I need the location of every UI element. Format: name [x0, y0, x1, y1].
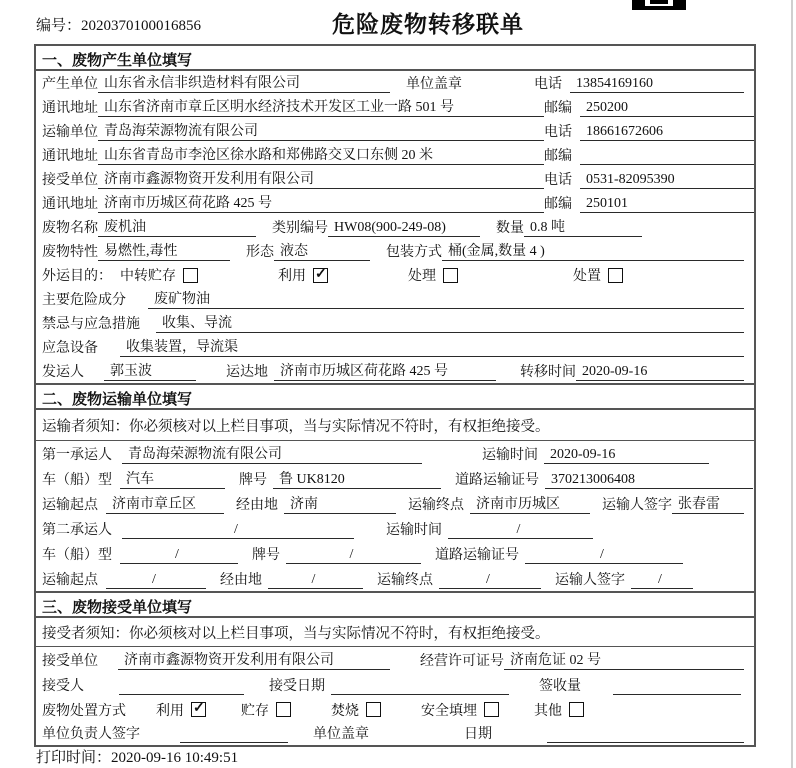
page-title: 危险废物转移联单 — [332, 12, 524, 37]
utilize-checkbox — [313, 268, 328, 283]
carrier-sign-label: 运输人签字 — [602, 498, 672, 513]
row-producer — [36, 71, 754, 95]
section2-title: 二、废物运输单位填写 — [36, 385, 754, 410]
origin2-value: / — [106, 570, 206, 589]
section3-title: 三、废物接受单位填写 — [36, 593, 754, 618]
disposal-landfill-checkbox — [484, 702, 499, 717]
transport-time-label: 运输时间 — [482, 448, 538, 463]
transport-time-label: 运输时间 — [386, 523, 442, 538]
transport-time1-value: 2020-09-16 — [544, 445, 709, 464]
receiver-address-value: 济南市历城区荷花路 425 号 — [98, 194, 544, 213]
plate1-value: 鲁 UK8120 — [273, 470, 441, 489]
transporter-value: 青岛海荣源物流有限公司 — [98, 122, 544, 141]
accepting-unit-value: 济南市鑫源物资开发利用有限公司 — [118, 651, 390, 670]
second-carrier-label: 第二承运人 — [42, 523, 112, 538]
manifest-table — [34, 44, 756, 747]
producer-phone-value: 13854169160 — [570, 74, 744, 93]
row-second-carrier — [36, 516, 754, 541]
endpoint-label: 运输终点 — [408, 498, 464, 513]
head-signature-value — [180, 724, 288, 743]
transporter-address-value: 山东省青岛市李沧区徐水路和郑佛路交叉口东侧 20 米 — [98, 146, 544, 165]
doc-number: 2020370100016856 — [81, 18, 202, 34]
row-head-signature — [36, 722, 754, 745]
acceptor-label: 接受人 — [42, 679, 84, 694]
row-waste-name — [36, 215, 754, 239]
transporter-notice: 运输者须知：你必须核对以上栏目事项，当与实际情况不符时，有权拒绝接受。 — [36, 410, 754, 441]
row-taboo-measures — [36, 311, 754, 335]
unit-seal-label: 单位盖章 — [406, 77, 462, 92]
road-permit-label: 道路运输证号 — [455, 473, 539, 488]
row-shipper — [36, 359, 754, 383]
seal-date-label: 日期 — [464, 727, 492, 742]
road-permit1-value: 370213006408 — [545, 470, 753, 489]
form-value: 液态 — [274, 242, 370, 261]
disposal-incinerate-checkbox — [366, 702, 381, 717]
receiver-notice: 接受者须知：你必须核对以上栏目事项，当与实际情况不符时，有权拒绝接受。 — [36, 618, 754, 647]
carrier-sign-label: 运输人签字 — [555, 573, 625, 588]
section-receiver — [36, 591, 754, 745]
disposal-option-other — [534, 700, 584, 720]
carrier-sign2-value: / — [631, 570, 693, 589]
page-edge-line — [791, 0, 793, 768]
zip-label: 邮编 — [544, 101, 572, 116]
packaging-value: 桶(金属,数量 4 ) — [442, 242, 744, 261]
row-vehicle-1 — [36, 466, 754, 491]
disposal-option-incinerate — [331, 700, 381, 720]
license-value: 济南危证 02 号 — [504, 651, 744, 670]
receiver-value: 济南市鑫源物资开发利用有限公司 — [98, 170, 544, 189]
purpose-option-utilize-label: 利用 — [278, 269, 306, 284]
zip-label: 邮编 — [544, 149, 572, 164]
endpoint1-value: 济南市历城区 — [470, 495, 590, 514]
vehicle-type-label: 车（船）型 — [42, 548, 112, 563]
second-carrier-value: / — [122, 520, 354, 539]
transfer-time-value: 2020-09-16 — [576, 362, 744, 381]
packaging-label: 包装方式 — [386, 245, 442, 260]
purpose-option-dispose-label: 处置 — [573, 269, 601, 284]
qr-code-fragment — [632, 0, 688, 10]
transfer-time-label: 转移时间 — [520, 365, 576, 380]
vehicle-type-label: 车（船）型 — [42, 473, 112, 488]
accept-date-value — [331, 676, 509, 695]
phone-label: 电话 — [544, 173, 572, 188]
carrier-sign1-value: 张春雷 — [672, 495, 744, 514]
transporter-label: 运输单位 — [42, 125, 98, 140]
producer-address-value: 山东省济南市章丘区明水经济技术开发区工业一路 501 号 — [98, 98, 544, 117]
row-emergency-equipment — [36, 335, 754, 359]
print-time-value: 2020-09-16 10:49:51 — [111, 750, 239, 766]
row-first-carrier — [36, 441, 754, 466]
disposal-store-checkbox — [276, 702, 291, 717]
purpose-option-storage — [120, 265, 198, 285]
disposal-store-label: 贮存 — [241, 703, 269, 719]
dispose-checkbox — [608, 268, 623, 283]
quantity-label: 数量 — [496, 221, 524, 236]
plate-label: 牌号 — [252, 548, 280, 563]
form-label: 形态 — [246, 245, 274, 260]
destination-value: 济南市历城区荷花路 425 号 — [274, 362, 496, 381]
row-accepting-unit — [36, 647, 754, 672]
origin-label: 运输起点 — [42, 573, 98, 588]
address-label: 通讯地址 — [42, 149, 98, 164]
hazard-value: 废矿物油 — [148, 290, 744, 309]
transporter-phone-group — [544, 121, 754, 141]
row-producer-address — [36, 95, 754, 119]
transporter-zip-value — [580, 146, 754, 165]
vehicle-type1-value: 汽车 — [120, 470, 225, 489]
storage-checkbox — [183, 268, 198, 283]
disposal-option-utilize — [156, 700, 206, 720]
accept-date-label: 接受日期 — [269, 679, 325, 694]
receiver-label: 接受单位 — [42, 173, 98, 188]
address-label: 通讯地址 — [42, 197, 98, 212]
row-route-1 — [36, 491, 754, 516]
purpose-option-dispose — [573, 265, 623, 285]
taboo-value: 收集、导流 — [156, 314, 744, 333]
disposal-utilize-label: 利用 — [156, 703, 184, 719]
endpoint2-value: / — [439, 570, 541, 589]
destination-label: 运达地 — [226, 365, 268, 380]
acceptor-value — [119, 676, 244, 695]
row-transporter-address — [36, 143, 754, 167]
receiver-zip-group — [544, 193, 754, 213]
receiver-phone-value: 0531-82095390 — [580, 170, 754, 189]
transport-time2-value: / — [448, 520, 593, 539]
unit-seal-label: 单位盖章 — [313, 727, 369, 742]
received-amount-label: 签收量 — [539, 679, 581, 694]
via2-value: / — [268, 570, 363, 589]
row-transporter — [36, 119, 754, 143]
waste-code-value: HW08(900-249-08) — [328, 218, 480, 237]
origin1-value: 济南市章丘区 — [106, 495, 224, 514]
receiver-phone-group — [544, 169, 754, 189]
via1-value: 济南 — [284, 495, 396, 514]
phone-label: 电话 — [534, 77, 562, 92]
head-signature-label: 单位负责人签字 — [42, 727, 140, 742]
waste-name-label: 废物名称 — [42, 221, 98, 236]
taboo-label: 禁忌与应急措施 — [42, 317, 140, 332]
waste-name-value: 废机油 — [98, 218, 256, 237]
plate2-value: / — [286, 545, 421, 564]
disposal-landfill-label: 安全填埋 — [421, 703, 477, 719]
disposal-incinerate-label: 焚烧 — [331, 703, 359, 719]
producer-zip-group — [544, 97, 754, 117]
address-label: 通讯地址 — [42, 101, 98, 116]
transporter-zip-group — [544, 145, 754, 165]
row-receiver — [36, 167, 754, 191]
zip-label: 邮编 — [544, 197, 572, 212]
hazard-label: 主要危险成分 — [42, 293, 126, 308]
doc-number-label: 编号： — [36, 18, 82, 34]
plate-label: 牌号 — [239, 473, 267, 488]
seal-date-value — [547, 724, 744, 743]
license-label: 经营许可证号 — [420, 654, 504, 669]
receiver-zip-value: 250101 — [580, 194, 754, 213]
print-time-line — [36, 746, 238, 767]
disposal-other-label: 其他 — [534, 703, 562, 719]
section-producer — [36, 46, 754, 383]
row-waste-traits — [36, 239, 754, 263]
phone-label: 电话 — [544, 125, 572, 140]
row-receiver-address — [36, 191, 754, 215]
equipment-value: 收集装置，导流渠 — [120, 338, 744, 357]
road-permit2-value: / — [525, 545, 683, 564]
producer-value: 山东省永信非织造材料有限公司 — [98, 74, 390, 93]
row-acceptor — [36, 672, 754, 697]
disposal-option-landfill — [421, 700, 499, 720]
via-label: 经由地 — [236, 498, 278, 513]
waste-traits-label: 废物特性 — [42, 245, 98, 260]
row-route-2 — [36, 566, 754, 591]
disposal-method-label: 废物处置方式 — [42, 703, 126, 719]
print-time-label: 打印时间： — [36, 750, 112, 766]
section-transporter — [36, 383, 754, 591]
equipment-label: 应急设备 — [42, 341, 98, 356]
treat-checkbox — [443, 268, 458, 283]
accepting-unit-label: 接受单位 — [42, 654, 98, 669]
doc-number-line — [36, 14, 201, 35]
producer-phone-group — [534, 73, 744, 93]
via-label: 经由地 — [220, 573, 262, 588]
producer-label: 产生单位 — [42, 77, 98, 92]
waste-code-label: 类别编号 — [272, 221, 328, 236]
row-disposal-method — [36, 697, 754, 722]
producer-zip-value: 250200 — [580, 98, 754, 117]
purpose-label: 外运目的： — [42, 269, 112, 284]
purpose-option-treat — [408, 265, 458, 285]
row-vehicle-2 — [36, 541, 754, 566]
transporter-phone-value: 18661672606 — [580, 122, 754, 141]
road-permit-label: 道路运输证号 — [435, 548, 519, 563]
disposal-other-checkbox — [569, 702, 584, 717]
vehicle-type2-value: / — [120, 545, 238, 564]
row-hazard-components — [36, 287, 754, 311]
first-carrier-label: 第一承运人 — [42, 448, 112, 463]
first-carrier-value: 青岛海荣源物流有限公司 — [122, 445, 422, 464]
section1-title: 一、废物产生单位填写 — [36, 46, 754, 71]
disposal-utilize-checkbox — [191, 702, 206, 717]
purpose-option-utilize — [278, 265, 328, 285]
shipper-label: 发运人 — [42, 365, 84, 380]
purpose-option-storage-label: 中转贮存 — [120, 269, 176, 284]
disposal-option-store — [241, 700, 291, 720]
waste-traits-value: 易燃性,毒性 — [98, 242, 230, 261]
shipper-value: 郭玉波 — [104, 362, 196, 381]
quantity-value: 0.8 吨 — [524, 218, 642, 237]
endpoint-label: 运输终点 — [377, 573, 433, 588]
row-transfer-purpose — [36, 263, 754, 287]
origin-label: 运输起点 — [42, 498, 98, 513]
received-amount-value — [613, 676, 741, 695]
purpose-option-treat-label: 处理 — [408, 269, 436, 284]
